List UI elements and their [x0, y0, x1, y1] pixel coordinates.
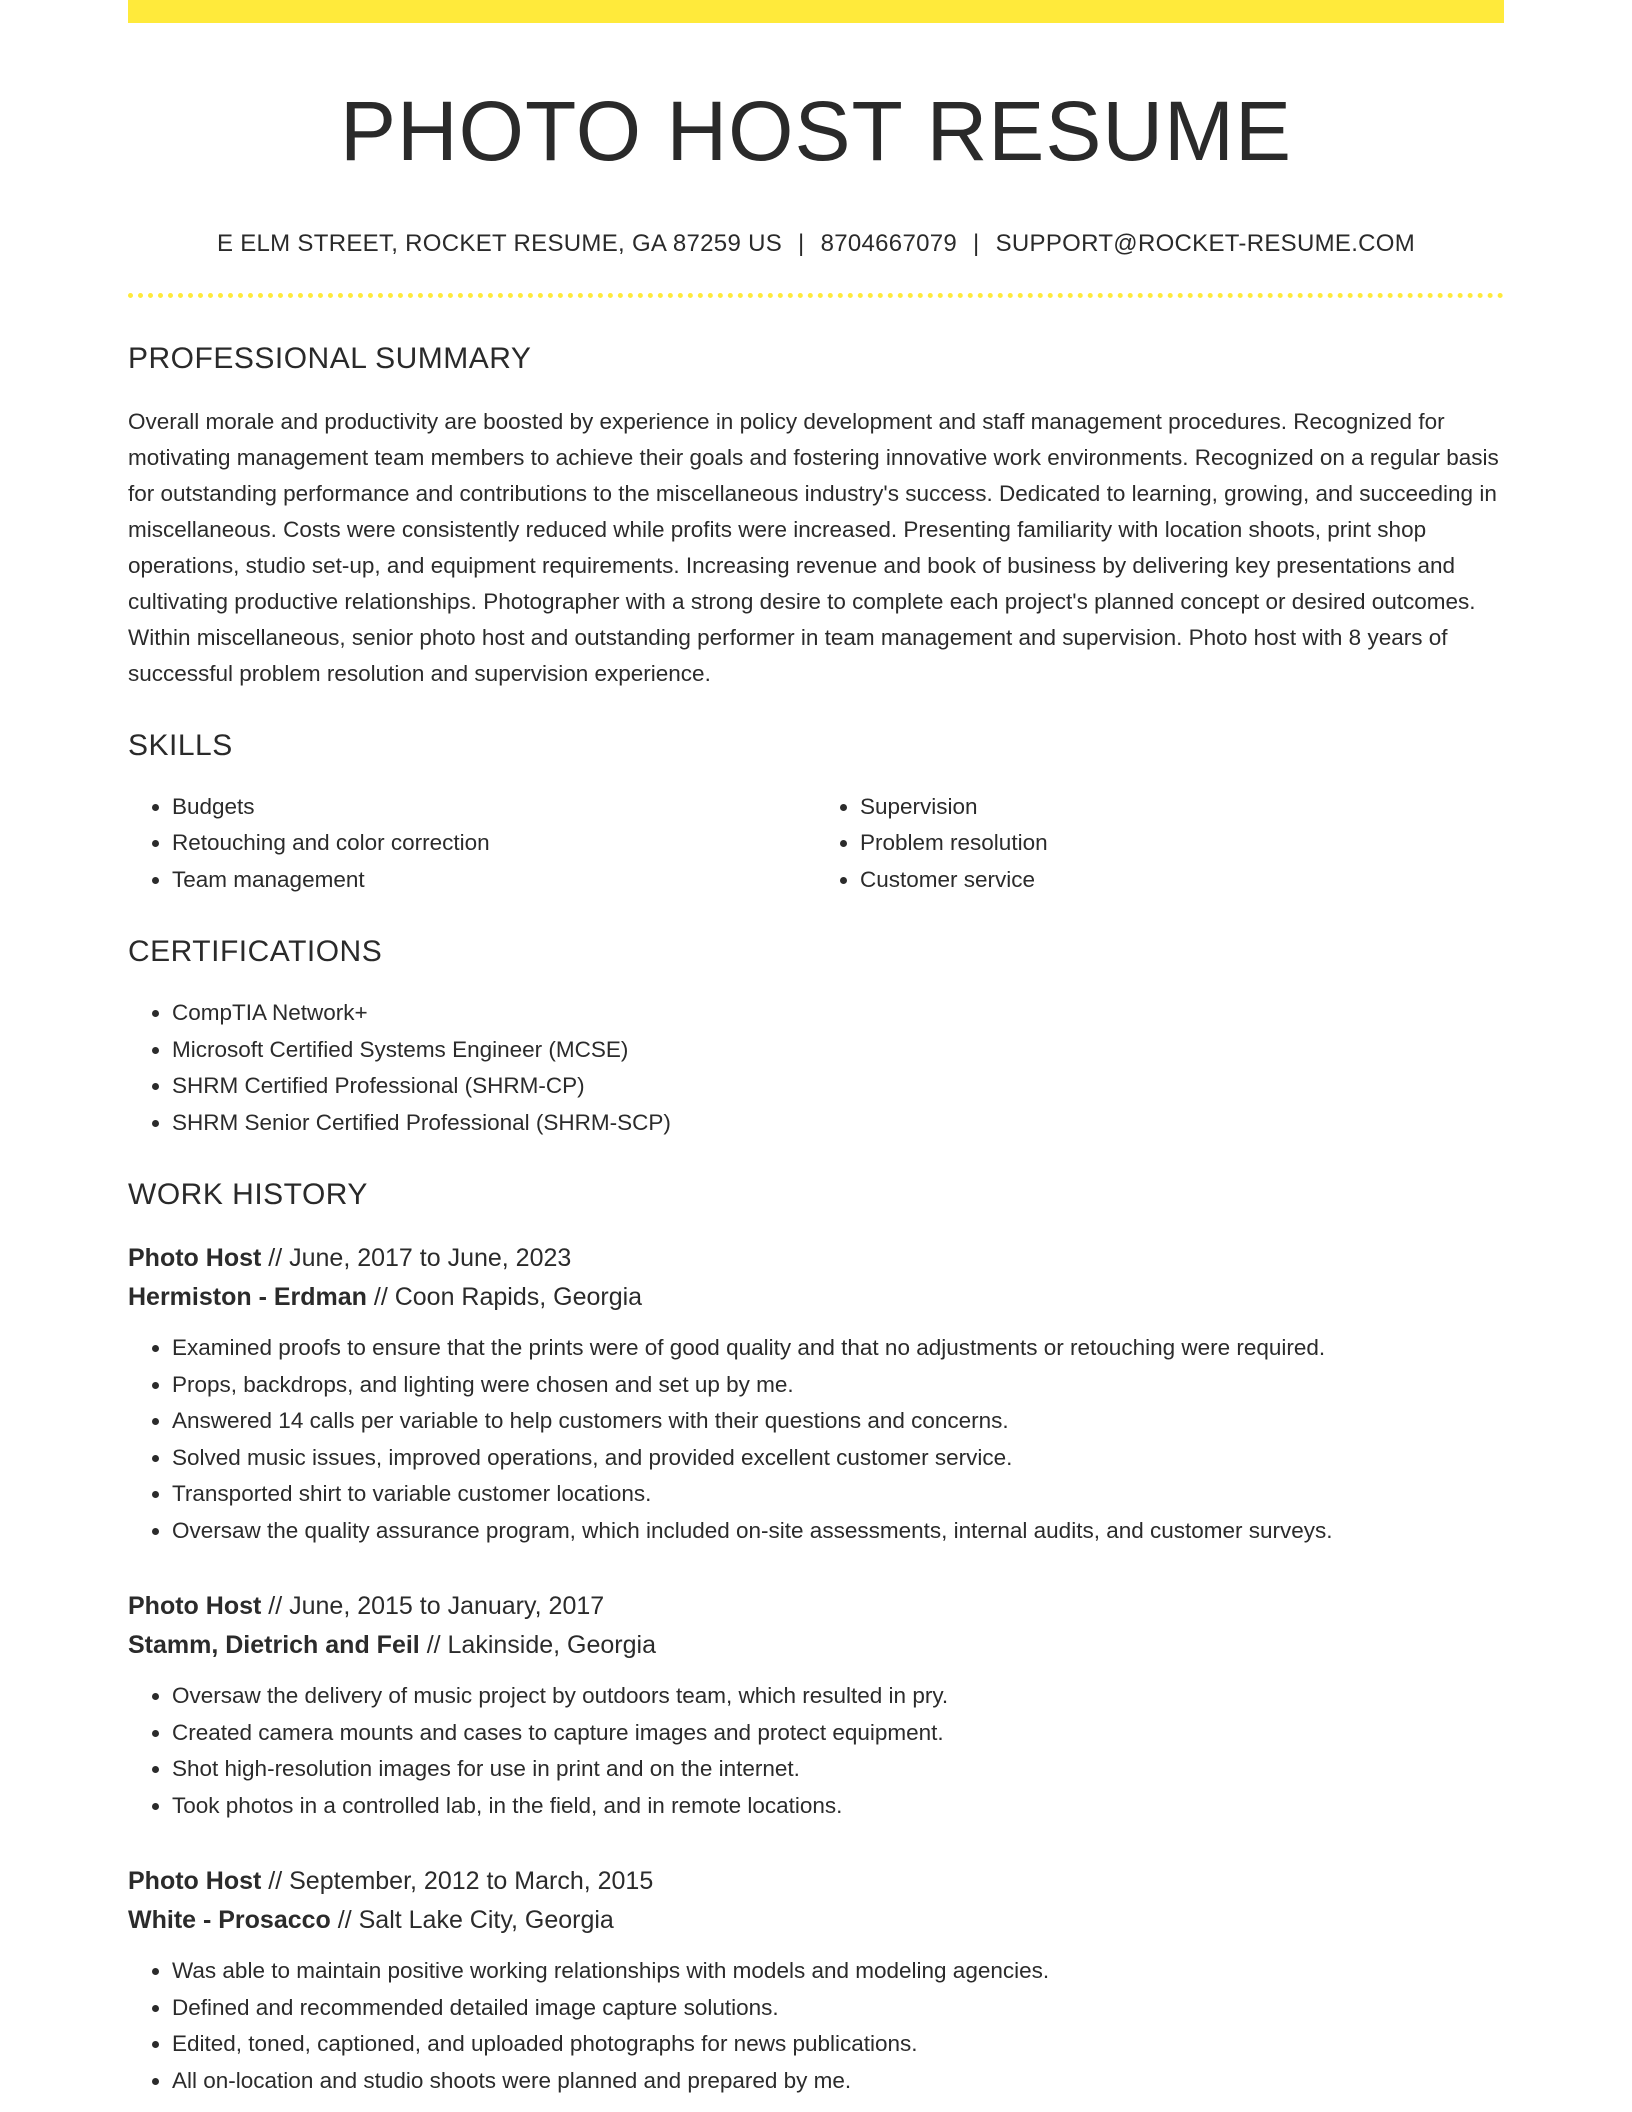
job-bullets — [128, 1953, 1504, 2099]
certification-item: • Microsoft Certified Systems Engineer (MCSE) — [172, 1032, 1504, 1069]
contact-separator: | — [798, 229, 805, 257]
dotted-divider — [128, 293, 1504, 298]
job-title: Photo Host — [128, 1244, 262, 1273]
job-dates: // June, 2017 to June, 2023 — [261, 1244, 572, 1273]
job-company-line — [128, 1901, 1504, 1940]
job-bullets — [128, 1330, 1504, 1549]
job-company-line — [128, 1626, 1504, 1665]
job-bullet: • Took photos in a controlled lab, in the field, and in remote locations. — [172, 1788, 1504, 1825]
job-entry — [128, 1862, 1504, 2099]
job-bullet: • All on-location and studio shoots were planned and prepared by me. — [172, 2063, 1504, 2100]
contact-line — [128, 230, 1504, 258]
job-location: // Lakinside, Georgia — [419, 1631, 656, 1660]
contact-phone: 8704667079 — [820, 229, 958, 257]
job-title: Photo Host — [128, 1867, 262, 1896]
job-location: // Coon Rapids, Georgia — [366, 1283, 643, 1312]
contact-address: E ELM STREET, ROCKET RESUME, GA 87259 US — [216, 229, 783, 257]
job-dates: // September, 2012 to March, 2015 — [261, 1867, 654, 1896]
skill-item: • Budgets — [172, 789, 816, 826]
skill-item: • Supervision — [860, 789, 1504, 826]
job-company-line — [128, 1278, 1504, 1317]
job-entry — [128, 1587, 1504, 1824]
job-bullet: • Transported shirt to variable customer locations. — [172, 1476, 1504, 1513]
job-bullets — [128, 1678, 1504, 1824]
job-bullet: • Oversaw the quality assurance program, which included on-site assessments, internal audits, and customer surveys. — [172, 1513, 1504, 1550]
job-company: Hermiston - Erdman — [128, 1283, 367, 1312]
summary-text: Overall morale and productivity are boosted by experience in policy development and staff management procedures. Recognized for motivating management team members to achieve their goals and fostering innovative work environments. Recognized on a regular basis for outstanding performance and contributions to the miscellaneous industry's success. Dedicated to learning, growing, and succeeding in miscellaneous. Costs were consistently reduced while profits were increased. Presenting familiarity with location shoots, print shop operations, studio set-up, and equipment requirements. Increasing revenue and book of business by delivering key presentations and cultivating productive relationships. Photographer with a strong desire to complete each project's planned concept or desired outcomes. Within miscellaneous, senior photo host and outstanding performer in team management and supervision. Photo host with 8 years of successful problem resolution and supervision experience. — [128, 408, 1499, 686]
skill-item: • Customer service — [860, 862, 1504, 899]
job-bullet: • Created camera mounts and cases to capture images and protect equipment. — [172, 1715, 1504, 1752]
contact-email: SUPPORT@ROCKET-RESUME.COM — [995, 229, 1416, 257]
job-bullet: • Oversaw the delivery of music project by outdoors team, which resulted in pry. — [172, 1678, 1504, 1715]
certification-item: • SHRM Certified Professional (SHRM-CP) — [172, 1068, 1504, 1105]
job-bullet: • Examined proofs to ensure that the prints were of good quality and that no adjustments or retouching were required. — [172, 1330, 1504, 1367]
job-bullet: • Defined and recommended detailed image capture solutions. — [172, 1990, 1504, 2027]
job-title-line — [128, 1862, 1504, 1901]
skill-item: • Team management — [172, 862, 816, 899]
job-bullet: • Edited, toned, captioned, and uploaded photographs for news publications. — [172, 2026, 1504, 2063]
skill-item: • Retouching and color correction — [172, 825, 816, 862]
job-company: White - Prosacco — [128, 1906, 331, 1935]
job-location: // Salt Lake City, Georgia — [330, 1906, 614, 1935]
certification-item: • SHRM Senior Certified Professional (SHRM-SCP) — [172, 1105, 1504, 1142]
resume-title: PHOTO HOST RESUME — [339, 84, 1293, 178]
resume-page — [128, 0, 1504, 2099]
job-bullet: • Solved music issues, improved operations, and provided excellent customer service. — [172, 1440, 1504, 1477]
summary-heading: PROFESSIONAL SUMMARY — [128, 341, 532, 375]
job-title-line — [128, 1587, 1504, 1626]
job-entry — [128, 1239, 1504, 1549]
skills-list-right — [816, 789, 1504, 899]
job-bullet: • Answered 14 calls per variable to help customers with their questions and concerns. — [172, 1403, 1504, 1440]
skills-heading: SKILLS — [128, 728, 233, 762]
skills-list-left — [128, 789, 816, 899]
skills-columns — [128, 789, 1504, 899]
certification-item: • CompTIA Network+ — [172, 995, 1504, 1032]
certifications-heading: CERTIFICATIONS — [128, 935, 383, 969]
skill-item: • Problem resolution — [860, 825, 1504, 862]
contact-separator: | — [973, 229, 980, 257]
job-title-line — [128, 1239, 1504, 1278]
job-dates: // June, 2015 to January, 2017 — [261, 1592, 605, 1621]
job-bullet: • Shot high-resolution images for use in print and on the internet. — [172, 1751, 1504, 1788]
accent-top-bar — [128, 0, 1504, 23]
job-company: Stamm, Dietrich and Feil — [128, 1631, 420, 1660]
job-title: Photo Host — [128, 1592, 262, 1621]
job-bullet: • Props, backdrops, and lighting were chosen and set up by me. — [172, 1367, 1504, 1404]
work-history-heading: WORK HISTORY — [128, 1178, 368, 1212]
certifications-list — [128, 995, 1504, 1141]
job-bullet: • Was able to maintain positive working relationships with models and modeling agencies. — [172, 1953, 1504, 1990]
